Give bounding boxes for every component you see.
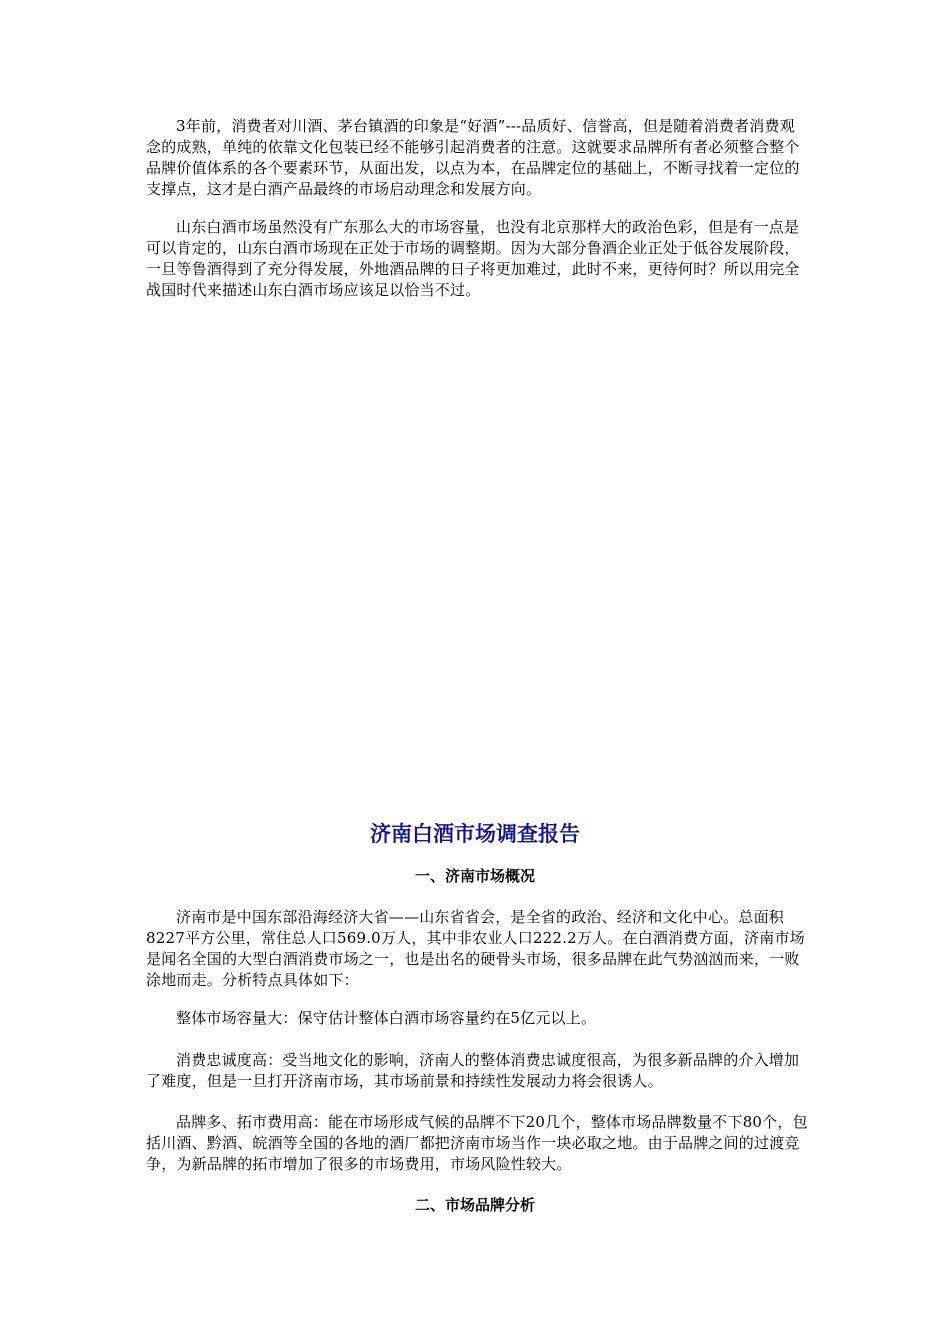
paragraph-shandong-market: 山东白酒市场虽然没有广东那么大的市场容量，也没有北京那样大的政治色彩，但是有一点是可以肯定的，山东白酒市场现在正处于市场的调整期。因为大部分鲁酒企业正处于低谷发展阶段，一旦等鲁酒得到了充分得发展，外地酒品牌的日子将更加难过，此时不来，更待何时？所以用完全战国时代来描述山东白酒市场应该足以恰当不过。 <box>146 218 800 299</box>
paragraph-brand-positioning: 3年前，消费者对川酒、茅台镇酒的印象是“好酒”---品质好、信誉高，但是随着消费者消费观念的成熟，单纯的依靠文化包装已经不能够引起消费者的注意。这就要求品牌所有者必须整合整个品牌价值体系的各个要素环节，从面出发，以点为本，在品牌定位的基础上，不断寻找着一定位的支撑点，这才是白酒产品最终的市场启动理念和发展方向。 <box>146 117 800 198</box>
paragraph-market-capacity: 整体市场容量大：保守估计整体白酒市场容量约在5亿元以上。 <box>176 1009 597 1027</box>
paragraph-consumer-loyalty: 消费忠诚度高：受当地文化的影响，济南人的整体消费忠诚度很高，为很多新品牌的介入增加了难度，但是一旦打开济南市场，其市场前景和持续性发展动力将会很诱人。 <box>146 1051 800 1090</box>
section-heading-market-overview: 一、济南市场概况 <box>414 867 535 885</box>
paragraph-brand-competition: 品牌多、拓市费用高：能在市场形成气候的品牌不下20几个，整体市场品牌数量不下80个，包括川酒、黔酒、皖酒等全国的各地的酒厂都把济南市场当作一块必取之地。由于品牌之间的过渡竞争，为新品牌的拓市增加了很多的市场费用，市场风险性较大。 <box>146 1113 808 1173</box>
section-heading-brand-analysis: 二、市场品牌分析 <box>414 1196 535 1214</box>
report-title: 济南白酒市场调查报告 <box>370 821 580 846</box>
paragraph-jinan-overview: 济南市是中国东部沿海经济大省——山东省省会，是全省的政治、经济和文化中心。总面积8227平方公里，常住总人口569.0万人，其中非农业人口222.2万人。在白酒消费方面，济南市场是闻名全国的大型白酒消费市场之一，也是出名的硬骨头市场，很多品牌在此气势汹汹而来，一败涂地而走。分析特点具体如下： <box>146 908 805 989</box>
